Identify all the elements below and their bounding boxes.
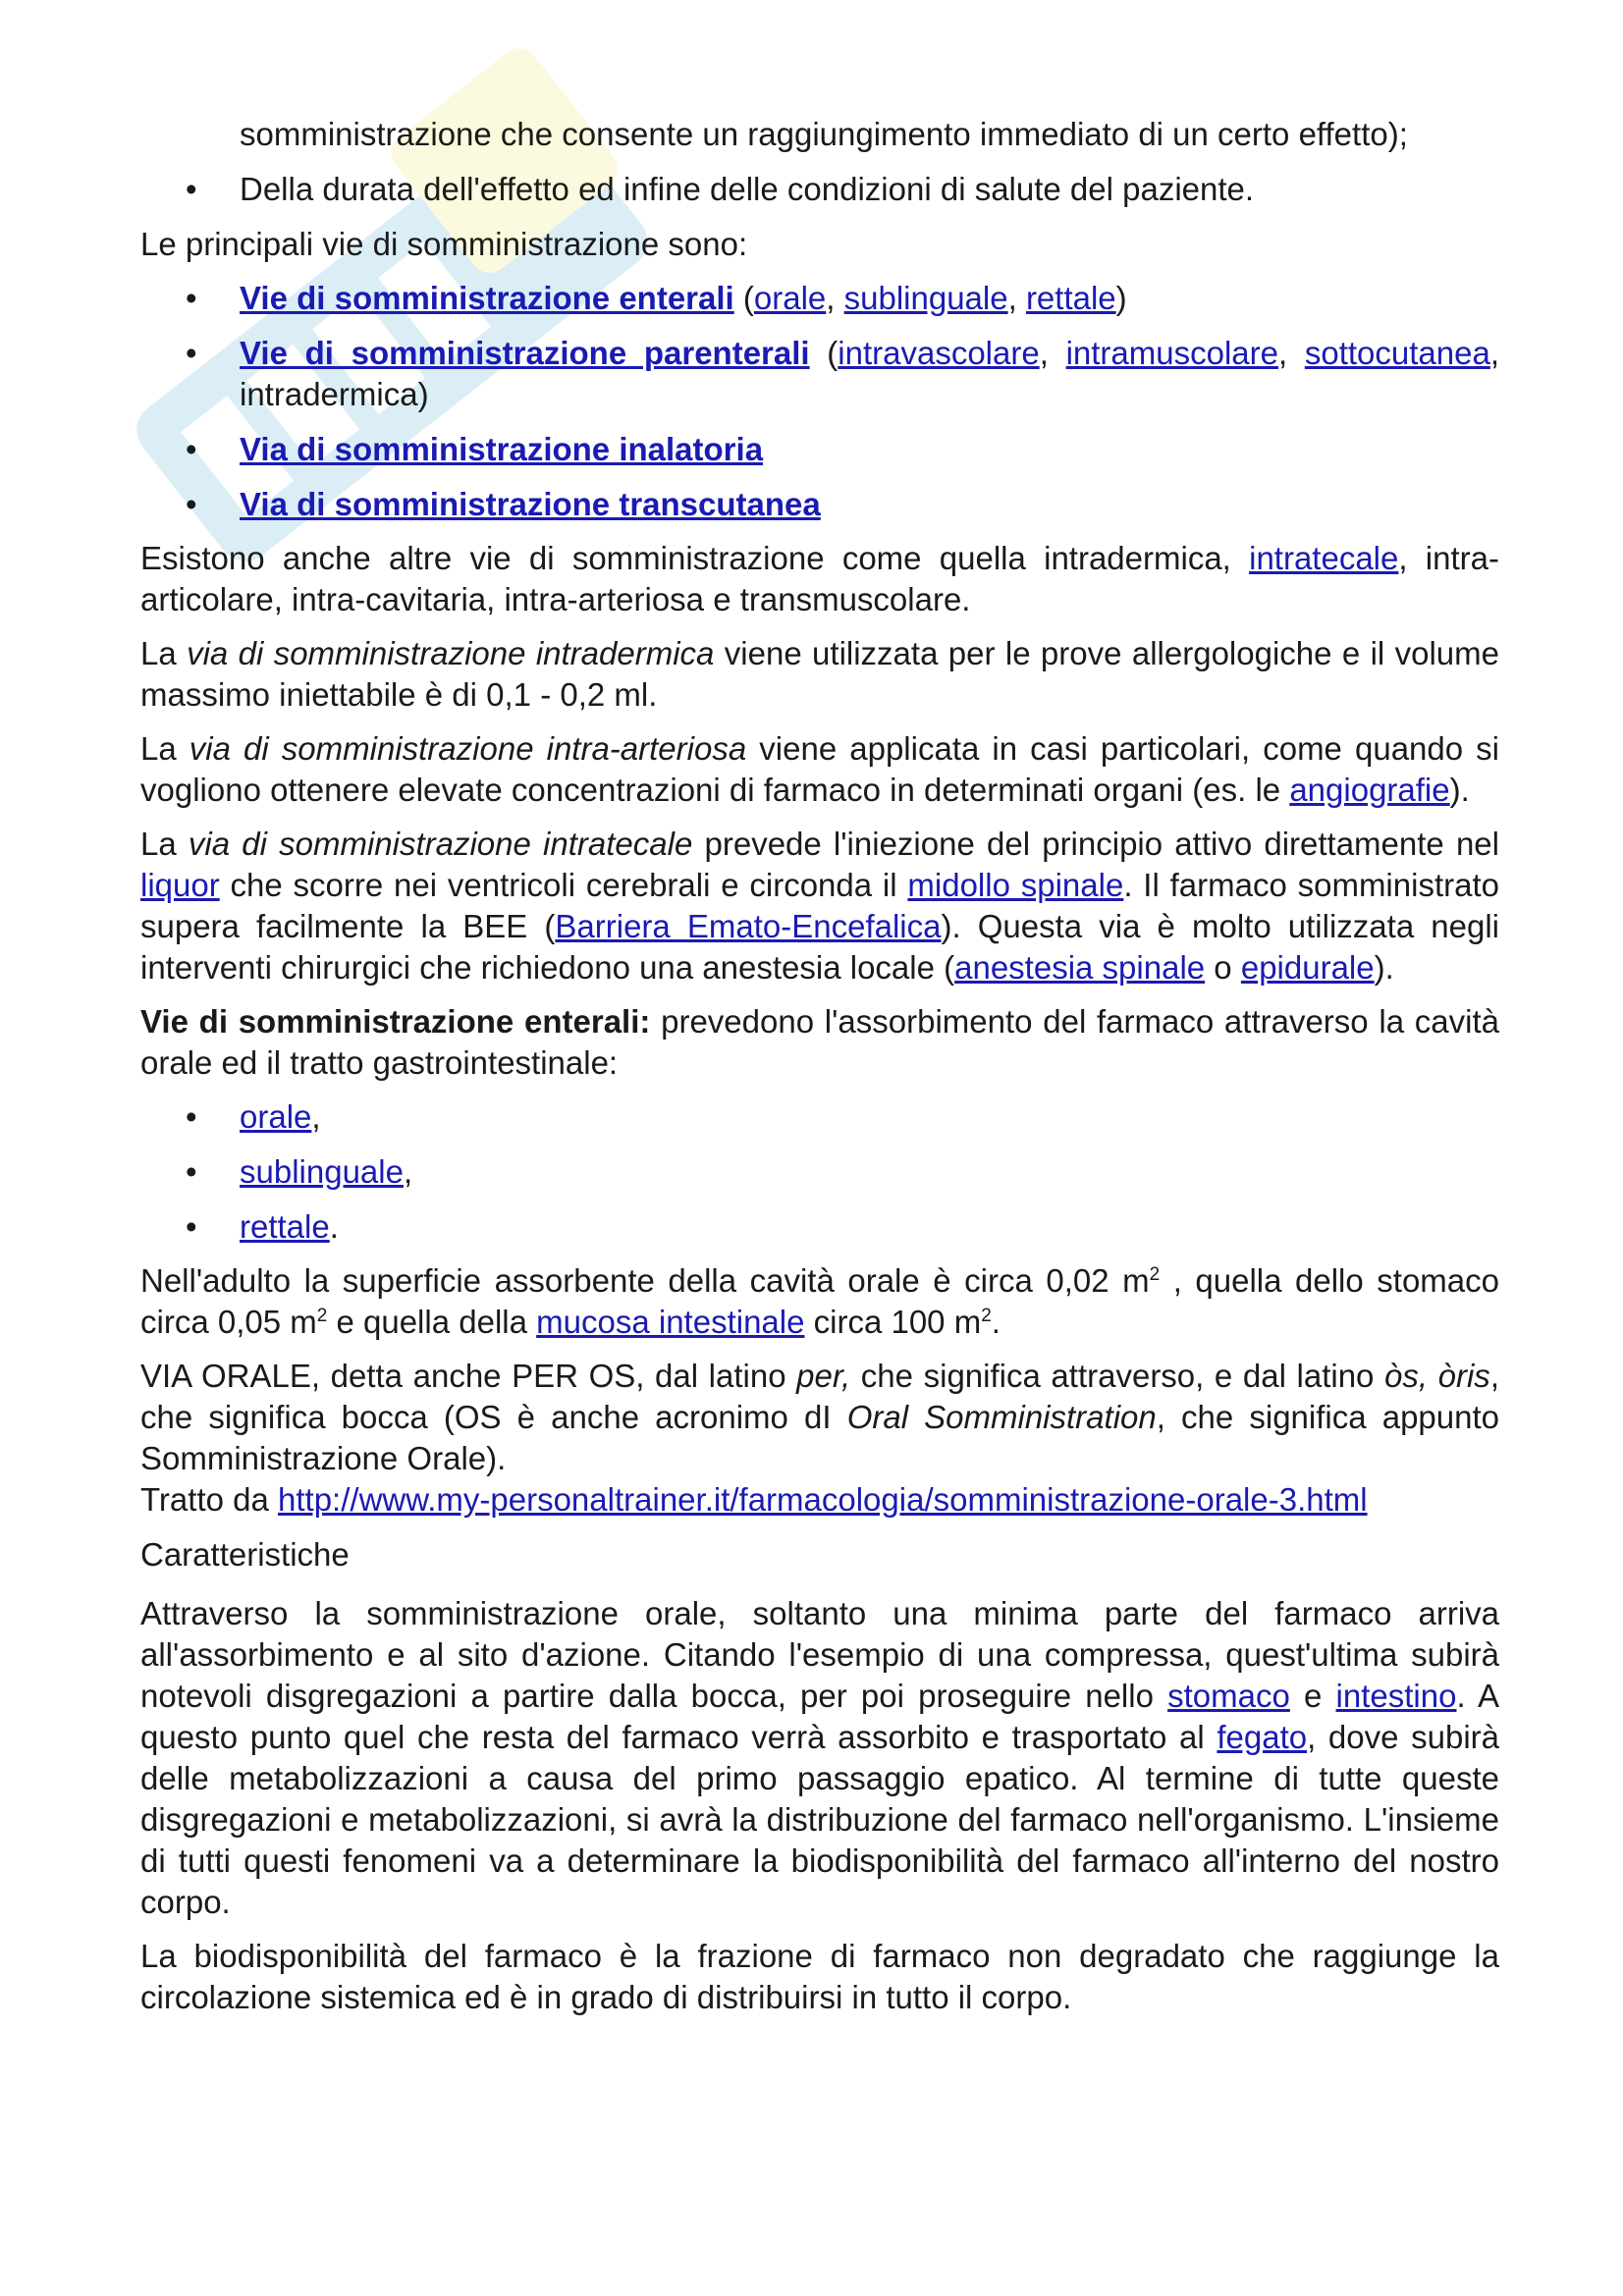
link-source-url[interactable]: http://www.my-personaltrainer.it/farmacologia/somministrazione-orale-3.html bbox=[278, 1481, 1368, 1518]
text: La biodisponibilità del farmaco è la frazione di farmaco non degradato che raggiunge la circolazione sistemica ed è in grado di distribuirsi in tutto il corpo. bbox=[140, 1938, 1499, 2015]
text: che significa attraverso, e dal latino bbox=[850, 1358, 1385, 1394]
source-line bbox=[140, 1479, 1499, 1521]
italic-term: per, bbox=[796, 1358, 851, 1394]
text: , intra-articolare, intra-cavitaria, intra-arteriosa e transmuscolare. bbox=[140, 540, 1499, 617]
link-sublinguale[interactable]: sublinguale bbox=[843, 280, 1008, 316]
text: La bbox=[140, 635, 188, 671]
text: La bbox=[140, 826, 189, 862]
text: . bbox=[991, 1304, 1001, 1340]
punct: . bbox=[329, 1208, 339, 1245]
link-epidurale[interactable]: epidurale bbox=[1240, 949, 1375, 986]
text: ). bbox=[1449, 772, 1470, 808]
link-liquor[interactable]: liquor bbox=[140, 867, 220, 903]
punct: , bbox=[403, 1153, 413, 1190]
punct: ) bbox=[417, 376, 429, 412]
italic-term: via di somministrazione intradermica bbox=[187, 635, 715, 671]
condition-list bbox=[140, 169, 1499, 210]
text: viene utilizzata per le prove allergologiche e il volume massimo iniettabile è di 0,1 - 0,2 ml. bbox=[140, 635, 1500, 713]
routes-list bbox=[140, 278, 1499, 525]
text: ). Questa via è molto utilizzata negli interventi chirurgici che richiedono una anestesia locale ( bbox=[140, 908, 1499, 986]
text: , che significa appunto Somministrazione Orale). bbox=[140, 1399, 1499, 1476]
punct: , bbox=[311, 1098, 321, 1135]
list-item-parenteral: • Vie di somministrazione parenterali (intravascolare, intramuscolare, sottocutanea, intradermica) bbox=[140, 333, 1499, 415]
italic-term: via di somministrazione intratecale bbox=[188, 826, 693, 862]
list-item-enteral: • Vie di somministrazione enterali (orale, sublinguale, rettale) bbox=[140, 278, 1499, 319]
link-inhalation-route[interactable]: Via di somministrazione inalatoria bbox=[240, 431, 764, 467]
characteristics-paragraph bbox=[140, 1593, 1499, 1923]
link-sublinguale-2[interactable]: sublinguale bbox=[240, 1153, 404, 1190]
bullet-condition-text: Della durata dell'effetto ed infine delle condizioni di salute del paziente. bbox=[240, 171, 1255, 207]
text: viene applicata in casi particolari, come quando si vogliono ottenere elevate concentrazioni di farmaco in determinati organi (es. le bbox=[140, 730, 1500, 808]
text: . A questo punto quel che resta del farmaco verrà assorbito e trasportato al bbox=[140, 1678, 1499, 1755]
text: , quella dello stomaco circa 0,05 m bbox=[140, 1262, 1499, 1340]
routes-intro-text: Le principali vie di somministrazione sono: bbox=[140, 226, 748, 262]
list-item-transdermal bbox=[140, 484, 1499, 525]
other-routes-paragraph bbox=[140, 538, 1499, 620]
link-mucosa-intestinale[interactable]: mucosa intestinale bbox=[536, 1304, 805, 1340]
list-item-continuation bbox=[140, 114, 1499, 155]
list-item-inhalation bbox=[140, 429, 1499, 470]
punct: ( bbox=[809, 335, 839, 371]
link-sottocutanea[interactable]: sottocutanea bbox=[1304, 335, 1490, 371]
routes-intro bbox=[140, 224, 1499, 265]
text: che scorre nei ventricoli cerebrali e circonda il bbox=[219, 867, 908, 903]
punct: ( bbox=[733, 280, 754, 316]
text: La bbox=[140, 730, 189, 767]
link-parenteral-routes[interactable]: Vie di somministrazione parenterali bbox=[240, 335, 810, 371]
link-intratecale[interactable]: intratecale bbox=[1249, 540, 1399, 576]
text: prevede l'iniezione del principio attivo direttamente nel bbox=[692, 826, 1499, 862]
text: VIA ORALE, detta anche PER OS, dal latino bbox=[140, 1358, 797, 1394]
oral-paragraph bbox=[140, 1356, 1499, 1479]
link-anestesia-spinale[interactable]: anestesia spinale bbox=[954, 949, 1206, 986]
intro-continuation-text: somministrazione che consente un raggiungimento immediato di un certo effetto); bbox=[240, 116, 1408, 152]
intrathecal-paragraph bbox=[140, 824, 1499, 988]
text: o bbox=[1205, 949, 1241, 986]
text: Nell'adulto la superficie assorbente della cavità orale è circa 0,02 m bbox=[140, 1262, 1150, 1299]
surface-paragraph bbox=[140, 1260, 1499, 1343]
link-fegato[interactable]: fegato bbox=[1217, 1719, 1308, 1755]
bioavailability-paragraph bbox=[140, 1936, 1499, 2018]
text: ). bbox=[1374, 949, 1394, 986]
link-midollo-spinale[interactable]: midollo spinale bbox=[907, 867, 1124, 903]
text: circa 100 m bbox=[804, 1304, 982, 1340]
list-item bbox=[140, 1096, 1499, 1138]
link-intramuscolare[interactable]: intramuscolare bbox=[1065, 335, 1278, 371]
characteristics-heading bbox=[140, 1534, 1499, 1575]
italic-term: via di somministrazione intra-arteriosa bbox=[189, 730, 747, 767]
superscript: 2 bbox=[316, 1306, 328, 1326]
text: e bbox=[1289, 1678, 1336, 1714]
intradermica-text: intradermica bbox=[240, 376, 418, 412]
text: Attraverso la somministrazione orale, soltanto una minima parte del farmaco arriva all'assorbimento e al sito d'azione. Citando l'esempio di una compressa, quest'ultima subirà notevoli disgregazioni a partire dalla bocca, per poi proseguire nello bbox=[140, 1595, 1499, 1714]
list-item bbox=[140, 1206, 1499, 1248]
text: prevedono l'assorbimento del farmaco attraverso la cavità orale ed il tratto gastrointestinale: bbox=[140, 1003, 1499, 1081]
link-rettale-2[interactable]: rettale bbox=[240, 1208, 330, 1245]
link-orale[interactable]: orale bbox=[753, 280, 827, 316]
link-enteral-routes[interactable]: Vie di somministrazione enterali bbox=[240, 280, 734, 316]
superscript: 2 bbox=[981, 1306, 992, 1326]
enteral-list bbox=[140, 1096, 1499, 1248]
text: e quella della bbox=[327, 1304, 537, 1340]
intraarterial-paragraph bbox=[140, 728, 1499, 811]
link-stomaco[interactable]: stomaco bbox=[1167, 1678, 1290, 1714]
link-intravascolare[interactable]: intravascolare bbox=[838, 335, 1040, 371]
source-label: Tratto da bbox=[140, 1481, 279, 1518]
superscript: 2 bbox=[1149, 1264, 1161, 1285]
text: . Il farmaco somministrato supera facilmente la BEE ( bbox=[140, 867, 1499, 944]
text: Esistono anche altre vie di somministrazione come quella intradermica, bbox=[140, 540, 1250, 576]
link-barriera-emato-encefalica[interactable]: Barriera Emato-Encefalica bbox=[555, 908, 942, 944]
italic-term: Oral Somministration bbox=[846, 1399, 1157, 1435]
heading-text: Caratteristiche bbox=[140, 1536, 350, 1573]
text: , dove subirà delle metabolizzazioni a causa del primo passaggio epatico. Al termine di tutte queste disgregazioni e metabolizzazioni, si avrà la distribuzione del farmaco nell'organismo. L'insieme di tutti questi fenomeni va a determinare la biodisponibilità del farmaco all'interno del nostro corpo. bbox=[140, 1719, 1499, 1920]
text: , che significa bocca (OS è anche acronimo dI bbox=[140, 1358, 1499, 1435]
link-rettale[interactable]: rettale bbox=[1025, 280, 1116, 316]
link-transdermal-route[interactable]: Via di somministrazione transcutanea bbox=[240, 486, 821, 522]
intradermal-paragraph bbox=[140, 633, 1499, 716]
bold-heading: Vie di somministrazione enterali: bbox=[140, 1003, 651, 1040]
list-item bbox=[140, 1151, 1499, 1193]
document-page bbox=[140, 114, 1499, 2031]
list-item bbox=[140, 169, 1499, 210]
link-angiografie[interactable]: angiografie bbox=[1289, 772, 1450, 808]
punct: ) bbox=[1115, 280, 1127, 316]
link-orale-2[interactable]: orale bbox=[240, 1098, 312, 1135]
link-intestino[interactable]: intestino bbox=[1335, 1678, 1457, 1714]
enteral-section-paragraph bbox=[140, 1001, 1499, 1084]
italic-term: òs, òris bbox=[1384, 1358, 1490, 1394]
